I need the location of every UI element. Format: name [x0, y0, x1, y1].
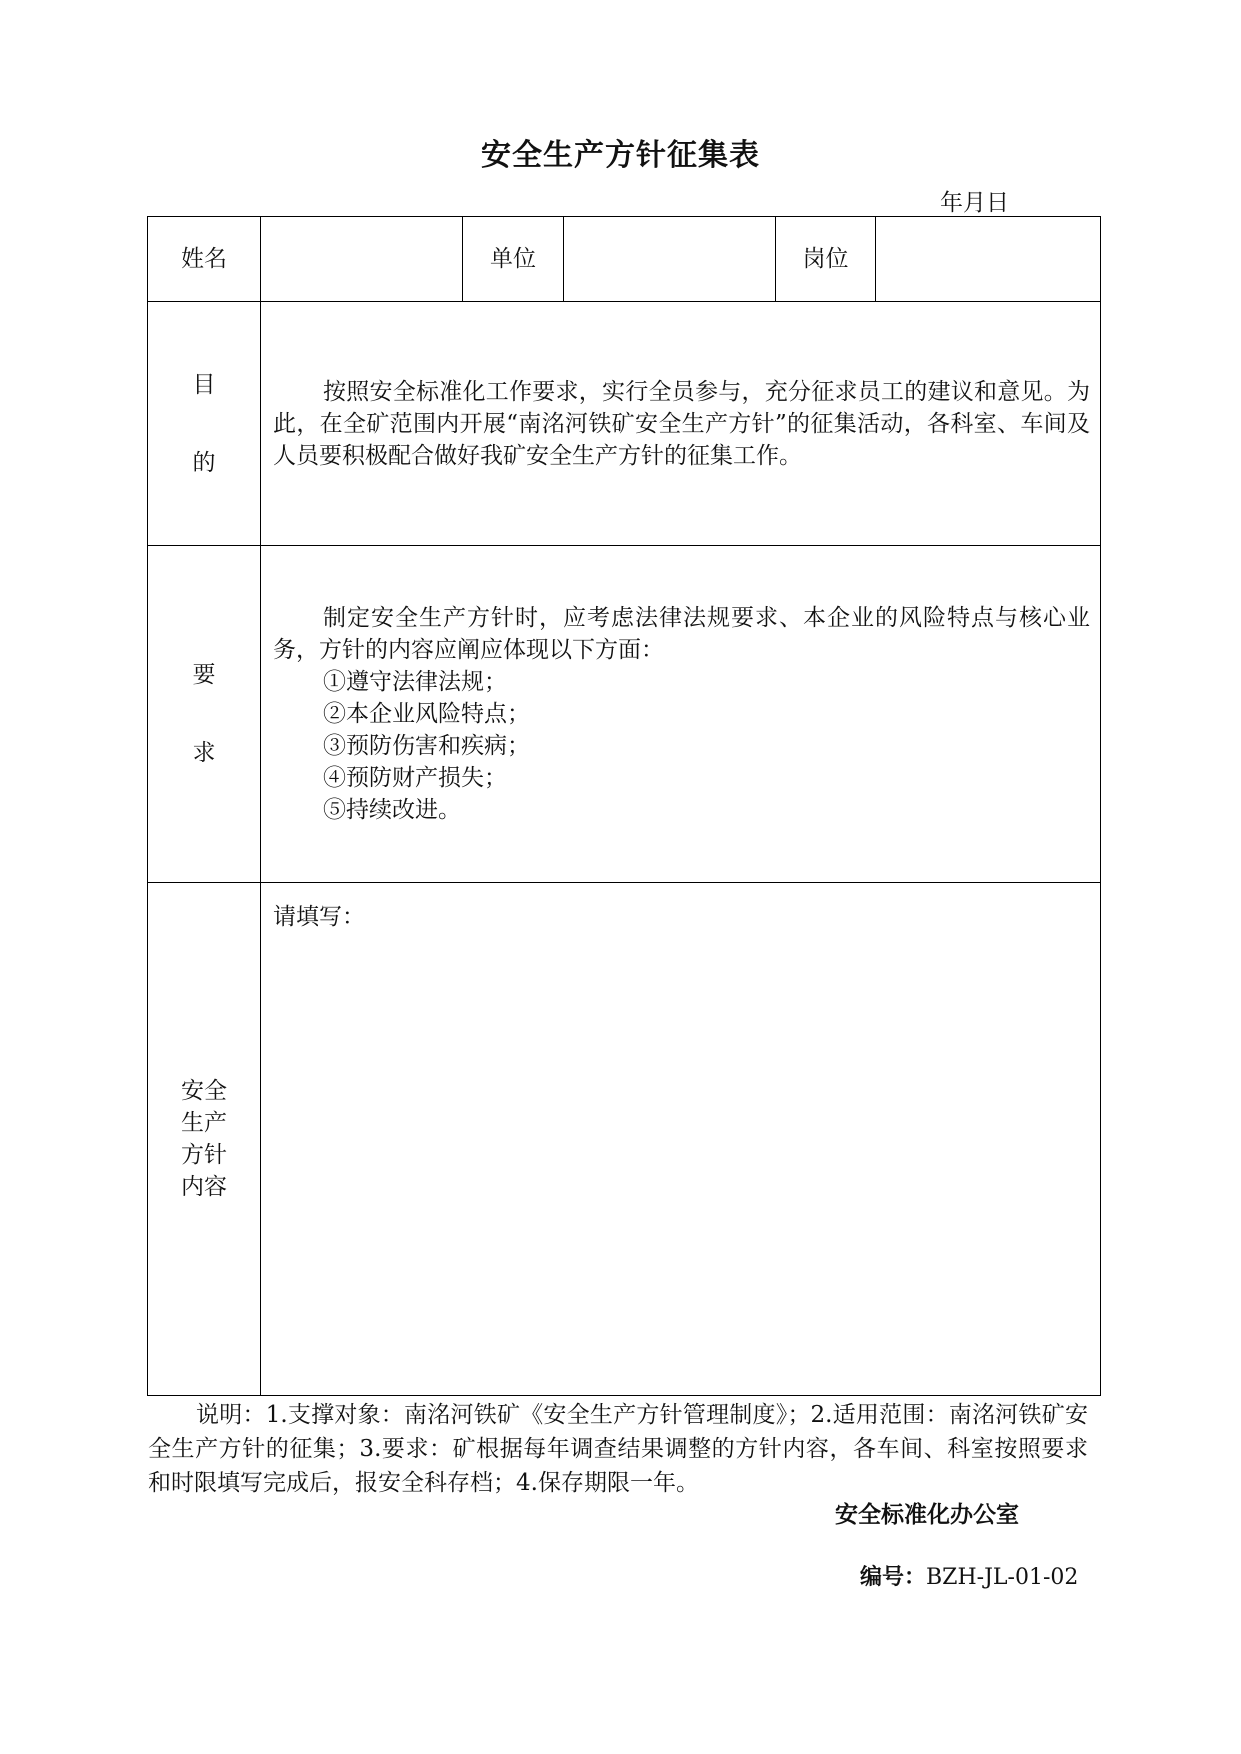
content-label-line: 方针	[181, 1142, 227, 1168]
content-label-line: 生产	[181, 1110, 227, 1136]
requirements-label	[148, 546, 261, 883]
purpose-label-char: 的	[192, 449, 216, 476]
name-label: 姓名	[148, 217, 261, 302]
requirements-row	[148, 546, 1101, 883]
requirements-cell	[261, 546, 1101, 883]
purpose-label-char: 目	[192, 371, 216, 398]
purpose-row	[148, 302, 1101, 546]
requirement-item: ④预防财产损失；	[323, 765, 507, 791]
content-label-line: 安全	[181, 1078, 227, 1104]
purpose-cell	[261, 302, 1101, 546]
form-note: 说明：1.支撑对象：南洺河铁矿《安全生产方针管理制度》；2.适用范围：南洺河铁矿安全生产方针的征集；3.要求：矿根据每年调查结果调整的方针内容，各车间、科室按照要求和时限填写完成后，报安全科存档；4.保存期限一年。	[148, 1402, 1088, 1496]
form-title: 安全生产方针征集表	[481, 138, 760, 173]
purpose-text: 按照安全标准化工作要求，实行全员参与，充分征求员工的建议和意见。为此，在全矿范围内开展“南洺河铁矿安全生产方针”的征集活动，各科室、车间及人员要积极配合做好我矿安全生产方针的征集工作。	[273, 378, 1090, 469]
date-label: 年月日	[940, 190, 1009, 216]
code-value: BZH-JL-01-02	[926, 1565, 1079, 1590]
code-label: 编号：	[860, 1565, 927, 1590]
unit-label: 单位	[463, 217, 564, 302]
header-row	[148, 217, 1101, 302]
post-label: 岗位	[776, 217, 876, 302]
post-field[interactable]	[876, 217, 1101, 302]
issuing-office: 安全标准化办公室	[835, 1502, 1019, 1528]
content-prompt: 请填写：	[273, 904, 365, 930]
content-label-line: 内容	[181, 1174, 227, 1200]
content-fill-area[interactable]	[261, 883, 1101, 1396]
requirement-item: ①遵守法律法规；	[323, 669, 507, 695]
name-field[interactable]	[261, 217, 463, 302]
purpose-label	[148, 302, 261, 546]
requirement-item: ⑤持续改进。	[323, 797, 461, 823]
requirements-intro: 制定安全生产方针时，应考虑法律法规要求、本企业的风险特点与核心业务，方针的内容应阐应体现以下方面：	[273, 605, 1090, 663]
collection-form-table	[147, 216, 1101, 1396]
requirements-label-char: 要	[192, 662, 216, 688]
unit-field[interactable]	[564, 217, 776, 302]
document-code	[860, 1560, 1078, 1591]
requirement-item: ③预防伤害和疾病；	[323, 733, 530, 759]
content-row	[148, 883, 1101, 1396]
content-label	[148, 883, 261, 1396]
requirement-item: ②本企业风险特点；	[323, 701, 530, 727]
requirements-label-char: 求	[192, 740, 216, 766]
